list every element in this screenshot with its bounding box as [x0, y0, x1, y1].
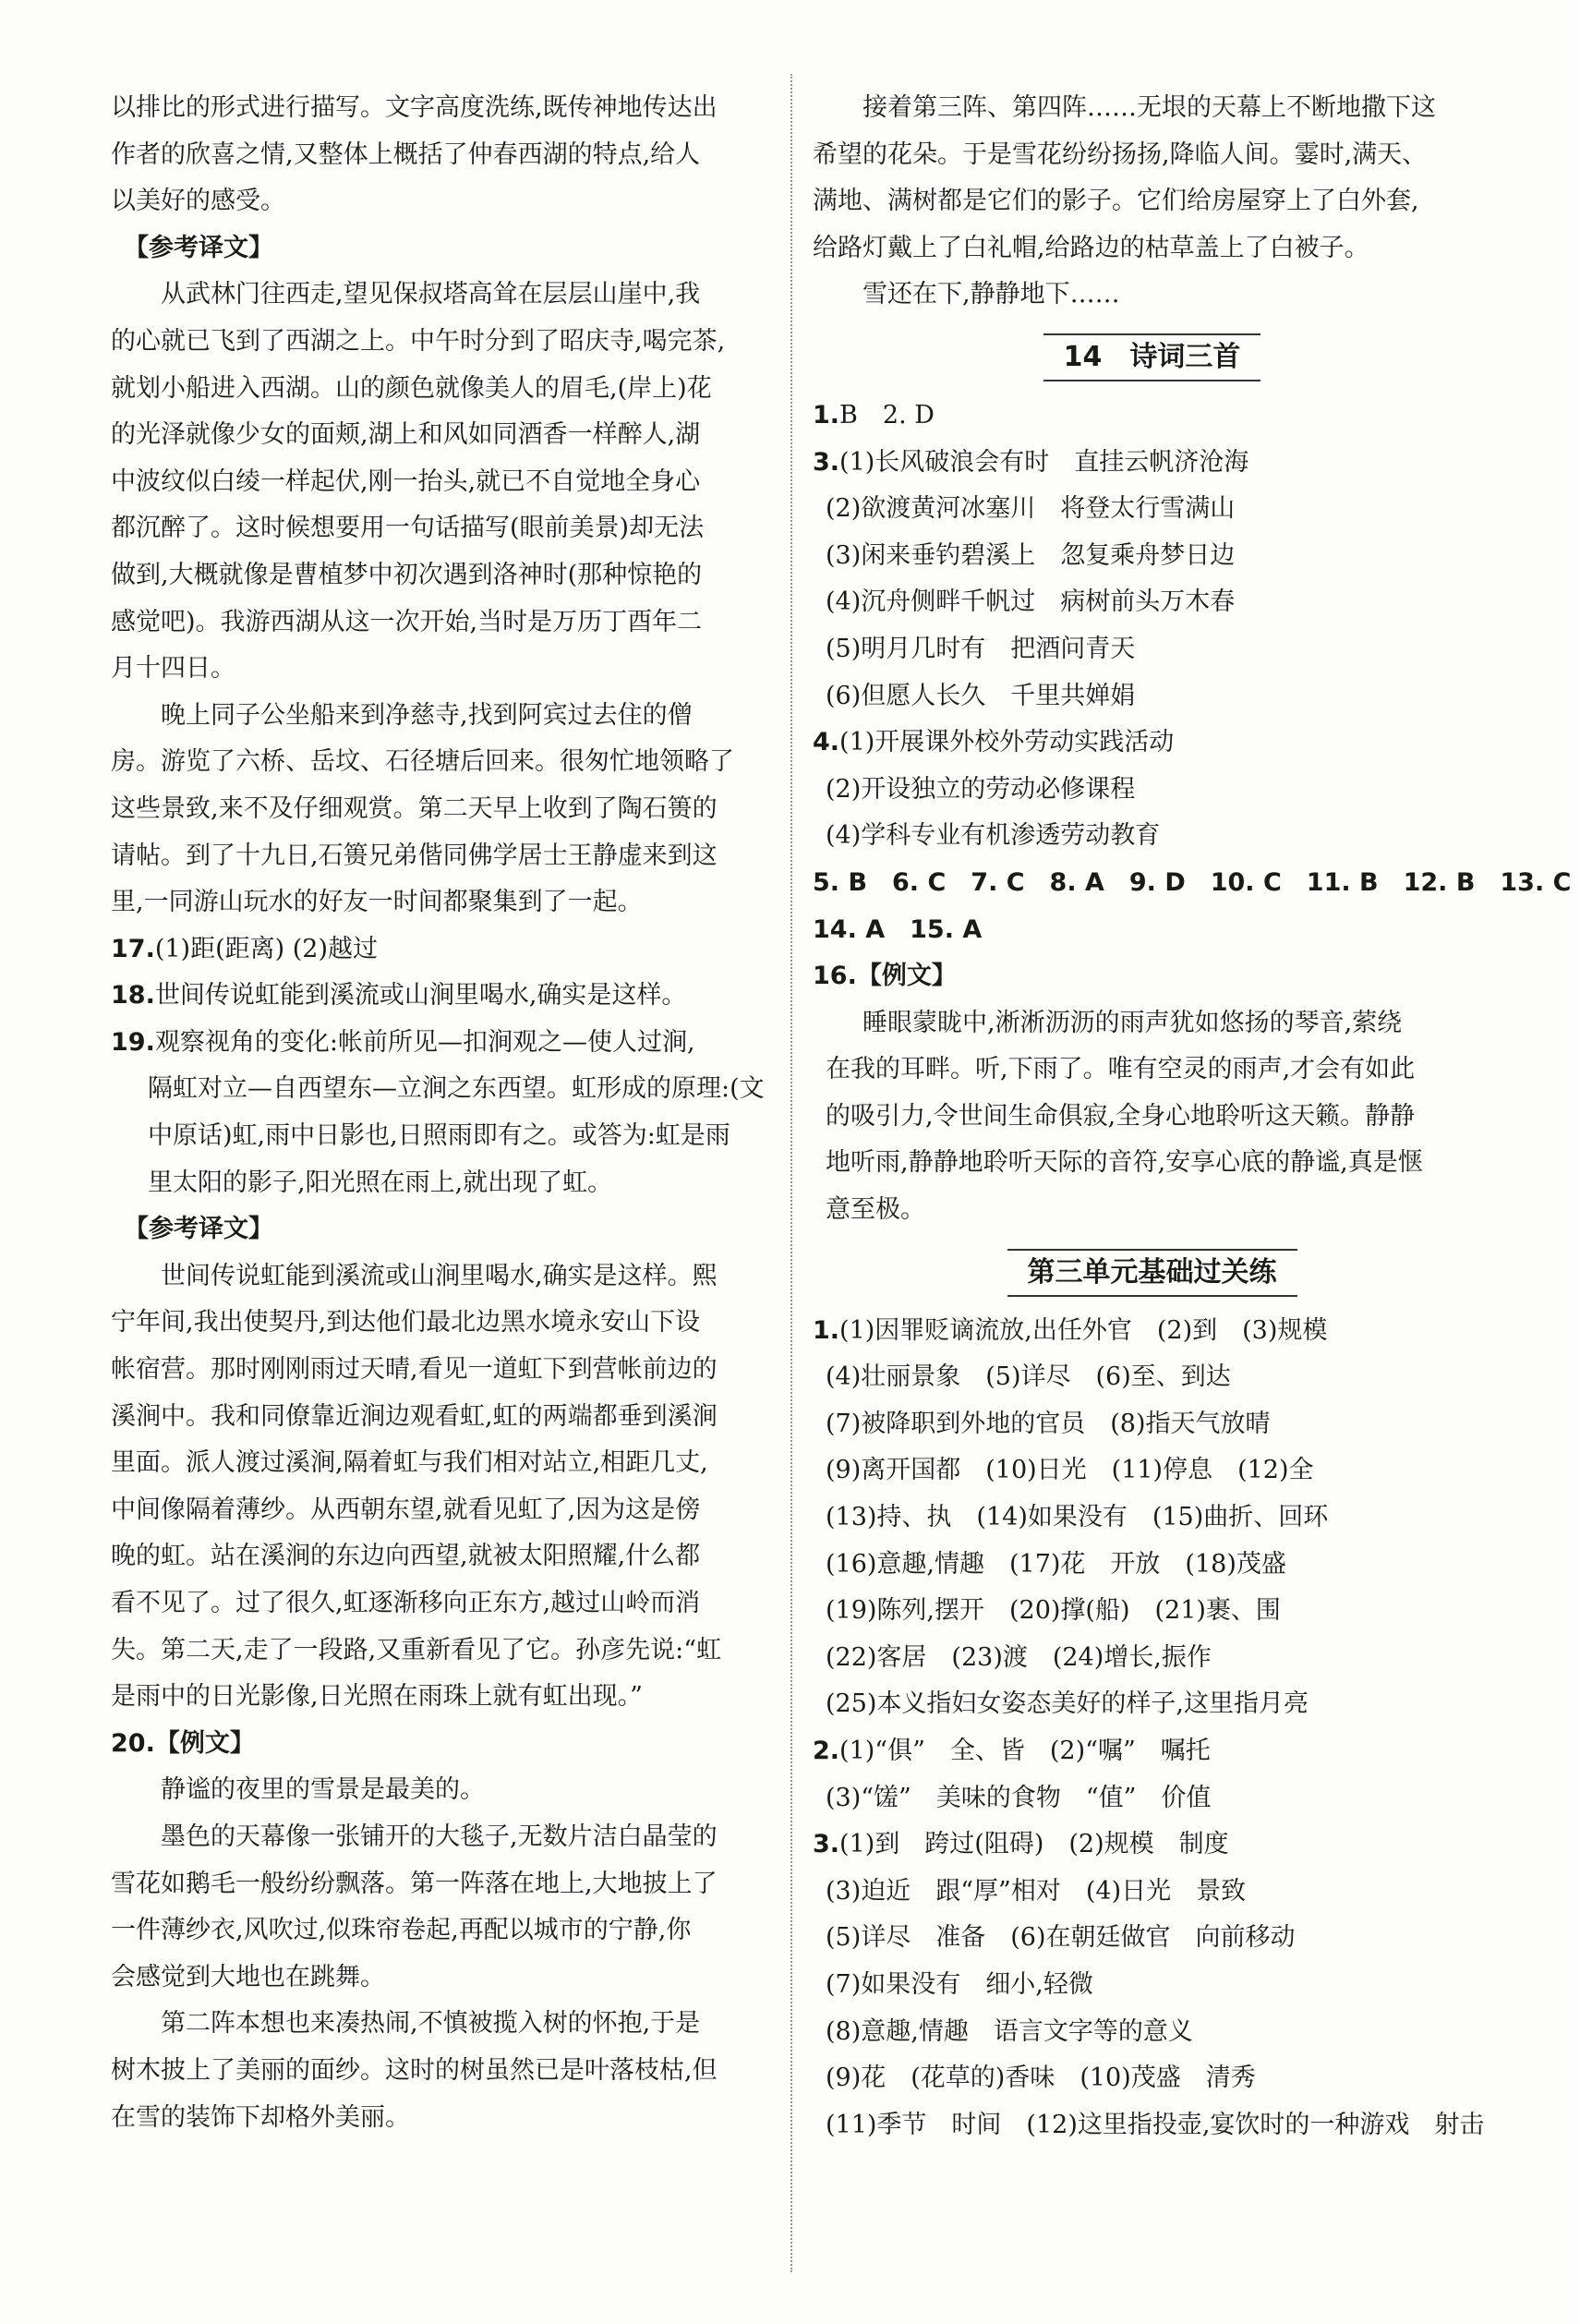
question-number: 19.	[111, 1027, 155, 1057]
section-title: 14 诗词三首	[1043, 333, 1261, 381]
answer-subline: (9)花 (花草的)香味 (10)茂盛 清秀	[826, 2064, 1256, 2093]
answer-subline: (4)学科专业有机渗透劳动教育	[826, 821, 1161, 851]
paragraph-line: 晚的虹。站在溪涧的东边向西望,就被太阳照耀,什么都	[111, 1542, 701, 1571]
paragraph-line: 的心就已飞到了西湖之上。中午时分到了昭庆寺,喝完茶,	[111, 326, 726, 356]
answer-subline: (3)“馐” 美味的食物 “值” 价值	[826, 1783, 1212, 1812]
paragraph-line: 雪花如鹅毛一般纷纷飘落。第一阵落在地上,大地披上了	[111, 1869, 718, 1898]
poems-answers	[813, 393, 1572, 1234]
paragraph-line: 里,一同游山玩水的好友一时间都聚集到了一起。	[111, 888, 643, 917]
answer-subline: (4)沉舟侧畔千帆过 病树前头万木春	[826, 587, 1236, 617]
translation-heading: 【参考译文】	[124, 1215, 273, 1244]
question-answer-line	[813, 1308, 1491, 1355]
paragraph-first-line: 世间传说虹能到溪流或山涧里喝水,确实是这样。熙	[161, 1261, 718, 1290]
section-heading-poems	[813, 332, 1491, 383]
question-number: 17.	[111, 934, 155, 963]
question-answer-line	[111, 973, 776, 1020]
answer-text: (1)因罪贬谪流放,出任外官 (2)到 (3)规模	[839, 1315, 1328, 1345]
paragraph-line: 中间像隔着薄纱。从西朝东望,就看见虹了,因为这是傍	[111, 1495, 701, 1524]
paragraph-first-line: 雪还在下,静静地下……	[862, 280, 1120, 309]
answer-subline: (16)意趣,情趣 (17)花 开放 (18)茂盛	[826, 1549, 1286, 1579]
paragraph-line: 中波纹似白绫一样起伏,刚一抬头,就已不自觉地全身心	[111, 466, 701, 496]
paragraph-line: 里面。派人渡过溪涧,隔着虹与我们相对站立,相距几丈,	[111, 1448, 708, 1478]
answer-subline: (3)迫近 跟“厚”相对 (4)日光 景致	[826, 1876, 1247, 1906]
paragraph-line: 满地、满树都是它们的影子。它们给房屋穿上了白外套,	[813, 187, 1419, 216]
paragraph-line: 房。游览了六桥、岳坟、石径塘后回来。很匆忙地领略了	[111, 747, 734, 777]
question-number: 4.	[813, 728, 840, 757]
left-column	[111, 85, 776, 2141]
answer-subline: (7)被降职到外地的官员 (8)指天气放晴	[826, 1409, 1271, 1438]
choice-answers: 5. B 6. C 7. C 8. A 9. D 10. C 11. B 12. B 13. C	[813, 867, 1572, 897]
paragraph-first-line: 接着第三阵、第四阵……无垠的天幕上不断地撒下这	[862, 93, 1436, 122]
paragraph-line: 月十四日。	[111, 654, 235, 684]
paragraph-line: 会感觉到大地也在跳舞。	[111, 1962, 385, 1991]
paragraph-line: 都沉醉了。这时候想要用一句话描写(眼前美景)却无法	[111, 514, 705, 543]
paragraph-line: 是雨中的日光影像,日光照在雨珠上就有虹出现。”	[111, 1682, 643, 1712]
question-number: 20.	[111, 1728, 155, 1758]
question-answer-line	[813, 953, 1491, 1000]
essay-continuation	[813, 85, 1491, 319]
paragraph-first-line: 第二阵本想也来凑热闹,不慎被揽入树的怀抱,于是	[161, 2009, 701, 2039]
paragraph-first-line: 睡眼蒙眬中,淅淅沥沥的雨声犹如悠扬的琴音,萦绕	[862, 1008, 1403, 1037]
paragraph-line: 感觉吧)。我游西湖从这一次开始,当时是万历丁酉年二	[111, 607, 703, 636]
answer-text: (1)到 跨过(阻碍) (2)规模 制度	[839, 1830, 1229, 1859]
answer-subline: (9)离开国都 (10)日光 (11)停息 (12)全	[826, 1456, 1314, 1485]
paragraph-first-line: 从武林门往西走,望见保叔塔高耸在层层山崖中,我	[161, 280, 701, 309]
question-number: 3.	[813, 1830, 840, 1859]
paragraph-line: 请帖。到了十九日,石篑兄弟偕同佛学居士王静虚来到这	[111, 841, 718, 870]
translation-heading: 【参考译文】	[124, 233, 273, 262]
answer-subline: (7)如果没有 细小,轻微	[826, 1969, 1093, 1999]
question-answer-line	[111, 926, 776, 974]
right-column	[813, 85, 1572, 2148]
answer-subline: (25)本义指妇女姿态美好的样子,这里指月亮	[826, 1689, 1309, 1719]
answer-subline: (4)壮丽景象 (5)详尽 (6)至、到达	[826, 1362, 1231, 1392]
paragraph-line: 给路灯戴上了白礼帽,给路边的枯草盖上了白被子。	[813, 233, 1369, 262]
paragraph-first-line: 晚上同子公坐船来到净慈寺,找到阿宾过去住的僧	[161, 700, 693, 730]
question-number: 16.	[813, 962, 857, 991]
paragraph-line: 这些景致,来不及仔细观赏。第二天早上收到了陶石篑的	[111, 793, 718, 823]
paragraph-line: 溪涧中。我和同僚靠近涧边观看虹,虹的两端都垂到溪涧	[111, 1401, 718, 1431]
answer-text: (1)开展课外校外劳动实践活动	[839, 728, 1175, 757]
paragraph-line: 以美好的感受。	[111, 187, 285, 216]
answer-subline: (5)明月几时有 把酒问青天	[826, 634, 1136, 663]
answer-subline: 地听雨,静静地聆听天际的音符,安享心底的静谧,真是惬	[826, 1148, 1423, 1178]
paragraph-first-line: 墨色的天幕像一张铺开的大毯子,无数片洁白晶莹的	[161, 1822, 718, 1851]
question-number: 3.	[813, 447, 840, 477]
answer-text: (1)“俱” 全、皆 (2)“嘱” 嘱托	[839, 1737, 1211, 1765]
paragraph-first-line: 静谧的夜里的雪景是最美的。	[161, 1775, 485, 1805]
answer-subline: 的吸引力,令世间生命俱寂,全身心地聆听这天籁。静静	[826, 1101, 1416, 1131]
question-number: 2.	[813, 1737, 840, 1765]
question-number: 1.	[813, 400, 840, 430]
question-number: 18.	[111, 981, 155, 1011]
answer-text: 【例文】	[856, 962, 957, 991]
paragraph-line: 宁年间,我出使契丹,到达他们最北边黑水境永安山下设	[111, 1308, 701, 1338]
question-answer-line	[813, 440, 1491, 487]
paragraph-line: 作者的欣喜之情,又整体上概括了仲春西湖的特点,给人	[111, 139, 701, 169]
section-title: 第三单元基础过关练	[1007, 1249, 1297, 1297]
question-answer-line	[813, 393, 1491, 440]
answer-subline: (6)但愿人长久 千里共婵娟	[826, 681, 1136, 710]
paragraph-line: 做到,大概就像是曹植梦中初次遇到洛神时(那种惊艳的	[111, 560, 703, 589]
question-answer-line	[813, 720, 1491, 767]
paragraph-line: 失。第二天,走了一段路,又重新看见了它。孙彦先说:“虹	[111, 1635, 722, 1664]
answer-subline: (2)欲渡黄河冰塞川 将登太行雪满山	[826, 494, 1236, 524]
answer-subline: 意至极。	[826, 1195, 925, 1225]
answer-text: 世间传说虹能到溪流或山涧里喝水,确实是这样。	[154, 981, 687, 1011]
paragraph-line: 看不见了。过了很久,虹逐渐移向正东方,越过山岭而消	[111, 1589, 701, 1617]
section-heading-unit3	[813, 1247, 1491, 1299]
paragraph-line: 在雪的装饰下却格外美丽。	[111, 2102, 410, 2132]
answer-continuation: 中原话)虹,雨中日影也,日照雨即有之。或答为:虹是雨	[148, 1121, 730, 1151]
answer-subline: (3)闲来垂钓碧溪上 忽复乘舟梦日边	[826, 540, 1236, 570]
answer-subline: (19)陈列,摆开 (20)撑(船) (21)裹、围	[826, 1596, 1281, 1626]
paragraph-line: 就划小船进入西湖。山的颜色就像美人的眉毛,(岸上)花	[111, 373, 712, 403]
answer-text: (1)距(距离) (2)越过	[154, 934, 378, 963]
answer-subline: 在我的耳畔。听,下雨了。唯有空灵的雨声,才会有如此	[826, 1055, 1416, 1084]
question-answer-line	[111, 1020, 776, 1067]
paragraph-line: 希望的花朵。于是雪花纷纷扬扬,降临人间。霎时,满天、	[813, 139, 1428, 169]
answer-text: 观察视角的变化:帐前所见—扣涧观之—使人过涧,	[154, 1027, 695, 1057]
paragraph-line: 帐宿营。那时刚刚雨过天晴,看见一道虹下到营帐前边的	[111, 1355, 718, 1385]
paragraph-line: 以排比的形式进行描写。文字高度洗练,既传神地传达出	[111, 93, 718, 122]
answer-subline: (5)详尽 准备 (6)在朝廷做官 向前移动	[826, 1923, 1296, 1953]
question-answer-line	[813, 1728, 1491, 1775]
paragraph-line: 一件薄纱衣,风吹过,似珠帘卷起,再配以城市的宁静,你	[111, 1916, 692, 1945]
answer-text: B 2. D	[839, 400, 935, 430]
answer-continuation: 隔虹对立—自西望东—立涧之东西望。虹形成的原理:(文	[148, 1074, 765, 1104]
answer-text: (1)长风破浪会有时 直挂云帆济沧海	[839, 447, 1249, 477]
answer-text: 【例文】	[154, 1728, 255, 1758]
answer-continuation: 里太阳的影子,阳光照在雨上,就出现了虹。	[148, 1168, 613, 1197]
choice-answers: 14. A 15. A	[813, 914, 983, 944]
answer-subline: (8)意趣,情趣 语言文字等的意义	[826, 2016, 1193, 2046]
question-answer-line	[111, 1721, 776, 1768]
answer-subline: (22)客居 (23)渡 (24)增长,振作	[826, 1642, 1212, 1672]
question-number: 1.	[813, 1315, 840, 1345]
answer-subline: (13)持、执 (14)如果没有 (15)曲折、回环	[826, 1503, 1329, 1532]
paragraph-line: 的光泽就像少女的面颊,湖上和风如同酒香一样醉人,湖	[111, 420, 701, 450]
question-answer-line	[813, 1822, 1491, 1869]
column-divider	[790, 74, 793, 2272]
answer-subline: (11)季节 时间 (12)这里指投壶,宴饮时的一种游戏 射击	[826, 2110, 1485, 2139]
answer-subline: (2)开设独立的劳动必修课程	[826, 774, 1136, 804]
unit3-answers	[813, 1308, 1491, 2149]
paragraph-line: 树木披上了美丽的面纱。这时的树虽然已是叶落枝枯,但	[111, 2055, 718, 2085]
